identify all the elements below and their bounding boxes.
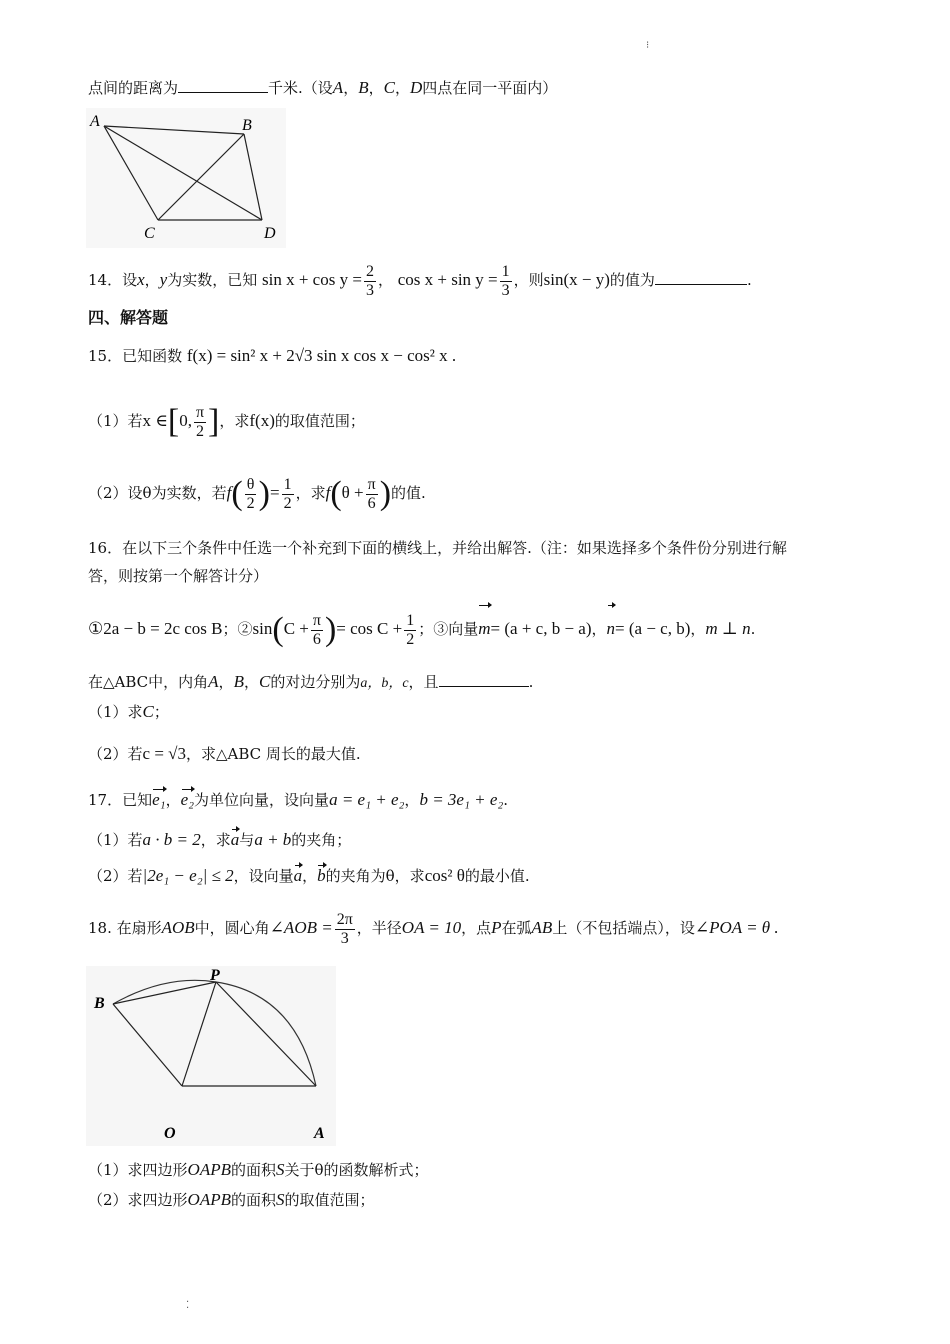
expression: = cos C +: [336, 619, 403, 638]
vector-n: n: [607, 604, 616, 654]
text: ，设向量: [233, 867, 294, 885]
scan-mark: ⁝: [646, 40, 650, 51]
text: 与: [239, 831, 255, 849]
variable: A: [208, 672, 219, 691]
paren: ): [324, 611, 337, 648]
text: 的对边分别为: [270, 673, 361, 691]
text: （1）若: [88, 412, 143, 430]
expression: =: [269, 483, 280, 502]
label-a: A: [90, 113, 100, 130]
vector-a: a: [231, 828, 240, 852]
variable: y: [159, 270, 168, 289]
variable: a，b，c: [360, 676, 409, 691]
fraction: [335, 911, 355, 948]
bracket: [: [167, 403, 180, 440]
expression: c = √3: [142, 744, 187, 763]
question-number: 17．已知: [88, 791, 153, 809]
fraction: [311, 612, 323, 649]
fraction: [404, 612, 416, 649]
numerator: 1: [406, 611, 415, 629]
vector-b: b: [317, 864, 326, 888]
expression: sin(x − y): [543, 270, 610, 289]
text: ；②: [222, 620, 253, 638]
question-17-part-1: [88, 828, 890, 852]
text: 的值.: [391, 484, 426, 502]
numerator: θ: [246, 475, 255, 493]
denominator: 2: [196, 422, 204, 440]
answer-blank: [439, 670, 529, 687]
question-14: 14．设x，y为实数，已知 sin x + cos y = $\frac{2}{3}$ ， cos x + sin y = $\frac{1}{3}$ ，则sin(x − y)的值为 .: [88, 262, 752, 299]
expression: ∠AOB =: [269, 918, 333, 937]
text: 为单位向量，设向量: [194, 791, 330, 809]
variable: C: [142, 702, 154, 721]
answer-blank: [655, 268, 747, 285]
point-label: D: [409, 78, 423, 97]
paren: ): [379, 475, 392, 512]
question-18: [88, 906, 890, 950]
text: （1）若: [88, 831, 143, 849]
text: ，求△ABC 周长的最大值.: [186, 745, 361, 763]
text: ，半径: [356, 919, 402, 937]
text: ，且: [408, 673, 439, 691]
expression: x ∈: [142, 411, 168, 430]
text: 在弧: [501, 919, 532, 937]
variable: S: [276, 1160, 285, 1179]
expression: a · b = 2: [142, 830, 201, 849]
question-number: 14．设: [88, 271, 138, 289]
expression: f(x): [249, 411, 275, 430]
expression: 0,: [179, 411, 192, 430]
numerator: π: [367, 475, 376, 493]
question-16-conditions: [88, 604, 890, 654]
fraction: [194, 404, 206, 441]
vector-e2: e₂: [181, 788, 194, 812]
text: .: [750, 620, 756, 638]
text: 的取值范围；: [284, 1191, 375, 1209]
fraction: [500, 263, 512, 300]
expression: f: [226, 483, 232, 502]
text: ，则: [513, 271, 544, 289]
question-18-part-2: [88, 1188, 890, 1212]
fraction: [366, 476, 378, 513]
text: 的面积: [230, 1161, 276, 1179]
variable: S: [276, 1190, 285, 1209]
label-p: P: [210, 967, 220, 984]
text: ，求: [219, 412, 250, 430]
condition-1: ①2a − b = 2c cos B: [88, 619, 223, 638]
denominator: 2: [283, 494, 292, 512]
expression: C +: [283, 619, 309, 638]
paren: (: [231, 475, 243, 512]
scan-mark: ⁚: [186, 1300, 190, 1311]
expression: AOB: [161, 918, 195, 937]
text: 的取值范围；: [274, 412, 365, 430]
denominator: 3: [501, 281, 510, 299]
expression: OAPB: [187, 1190, 231, 1209]
point-label: B: [358, 78, 369, 97]
question-16-line-1: 16．在以下三个条件中任选一个补充到下面的横线上，并给出解答.（注：如果选择多个条件份分别进行解: [88, 539, 787, 557]
text: 的夹角；: [291, 831, 352, 849]
continuation-line: 点间的距离为 千米.（设A，B，C，D四点在同一平面内）: [88, 78, 558, 97]
question-number: 18. 在扇形: [88, 919, 162, 937]
expression: ∠POA = θ .: [694, 918, 779, 937]
expression: m ⊥ n: [705, 619, 751, 638]
question-16-statement: 在△ABC中，内角A，B，C的对边分别为a，b，c，且 .: [88, 672, 534, 691]
question-17: 17．已知e₁，e₂为单位向量，设向量a = e₁ + e₂，b = 3e₁ + e₂.: [88, 788, 890, 812]
fraction: [282, 476, 294, 513]
paren: ): [258, 475, 270, 512]
text: 点间的距离为: [88, 79, 179, 97]
label-b: B: [94, 995, 105, 1012]
variable: C: [258, 672, 271, 691]
question-15-part-2: [88, 468, 890, 518]
label-o: O: [164, 1125, 176, 1142]
text: 关于θ的函数解析式；: [284, 1161, 429, 1179]
text: （1）求四边形: [88, 1161, 188, 1179]
function-definition: f(x) = sin² x + 2√3 sin x cos x − cos² x .: [186, 346, 457, 365]
variable: x: [137, 270, 145, 289]
text: 的值为: [609, 271, 655, 289]
expression: |2e₁ − e₂| ≤ 2: [142, 866, 234, 885]
vector-e1: e₁: [152, 788, 165, 812]
quadrilateral-figure: [86, 108, 286, 248]
variable: B: [233, 672, 244, 691]
question-15: [88, 344, 890, 368]
question-15-part-1: [88, 396, 890, 446]
paren: (: [272, 611, 284, 648]
text: 的面积: [230, 1191, 276, 1209]
text: （2）若: [88, 745, 143, 763]
point-label: A: [332, 78, 344, 97]
text: 千米.（设: [268, 79, 333, 97]
question-18-part-1: [88, 1158, 890, 1182]
numerator: 1: [283, 475, 292, 493]
question-16-part-1: [88, 700, 890, 724]
question-number: 15．已知函数: [88, 347, 183, 365]
bracket: ]: [208, 403, 220, 440]
variable: AB: [531, 918, 553, 937]
expression: a = e₁ + e₂: [329, 790, 405, 809]
expression: cos² θ: [424, 866, 465, 885]
point-label: C: [383, 78, 395, 97]
vector-m: m: [478, 604, 490, 654]
numerator: 1: [501, 262, 510, 280]
text: （2）求四边形: [88, 1191, 188, 1209]
label-d: D: [264, 225, 276, 242]
text: ，求: [295, 484, 326, 502]
expression: OAPB: [187, 1160, 231, 1179]
answer-blank: [178, 76, 268, 93]
expression: = (a + c, b − a): [490, 619, 592, 638]
question-17-part-2: （2）若|2e₁ − e₂| ≤ 2，设向量a，b的夹角为θ，求cos² θ的最小值.: [88, 864, 890, 888]
expression: b = 3e₁ + e₂: [419, 790, 504, 809]
expression: f: [325, 483, 331, 502]
expression: = (a − c, b): [615, 619, 691, 638]
equation: cos x + sin y =: [397, 270, 498, 289]
numerator: 2: [365, 262, 374, 280]
expression: a + b: [254, 830, 292, 849]
numerator: π: [312, 611, 321, 629]
text: （1）求: [88, 703, 143, 721]
numerator: π: [195, 403, 205, 421]
paren: (: [330, 475, 342, 512]
text: （2）若: [88, 867, 143, 885]
denominator: 6: [312, 630, 321, 648]
text: 四点在同一平面内）: [422, 79, 558, 97]
text: ，点: [461, 919, 492, 937]
text: ；③向量: [418, 620, 479, 638]
expression: OA = 10: [401, 918, 462, 937]
label-c: C: [144, 225, 155, 242]
text: 在△ABC中，内角: [88, 673, 209, 691]
text: ，: [591, 620, 607, 638]
text: （2）设θ为实数，若: [88, 484, 227, 502]
text: 的最小值.: [464, 867, 530, 885]
figure-background: [86, 108, 286, 248]
text: ，: [690, 620, 706, 638]
denominator: 2: [246, 494, 255, 512]
label-b: B: [242, 117, 252, 134]
vector-a: a: [294, 864, 303, 888]
text: .: [746, 271, 752, 289]
text: 中，圆心角: [194, 919, 270, 937]
expression: sin: [252, 619, 273, 638]
text: ；: [153, 703, 169, 721]
text: 上（不包括端点），设: [552, 919, 695, 937]
numerator: 2π: [336, 910, 353, 928]
text: ，求: [200, 831, 231, 849]
denominator: 3: [340, 929, 349, 947]
denominator: 2: [406, 630, 415, 648]
equation: sin x + cos y =: [262, 270, 362, 289]
label-a: A: [314, 1125, 325, 1142]
question-16-part-2: [88, 742, 890, 766]
denominator: 3: [365, 281, 374, 299]
expression: θ +: [341, 483, 364, 502]
variable: P: [491, 918, 502, 937]
text: 为实数，已知: [167, 271, 258, 289]
figure-background: [86, 966, 336, 1146]
text: 的夹角为θ，求: [325, 867, 425, 885]
section-heading: 四、解答题: [88, 308, 169, 327]
sector-figure: [86, 966, 336, 1146]
question-16-line-2: 答，则按第一个解答计分）: [88, 567, 269, 585]
fraction: [364, 263, 376, 300]
fraction: [245, 476, 257, 513]
denominator: 6: [367, 494, 376, 512]
